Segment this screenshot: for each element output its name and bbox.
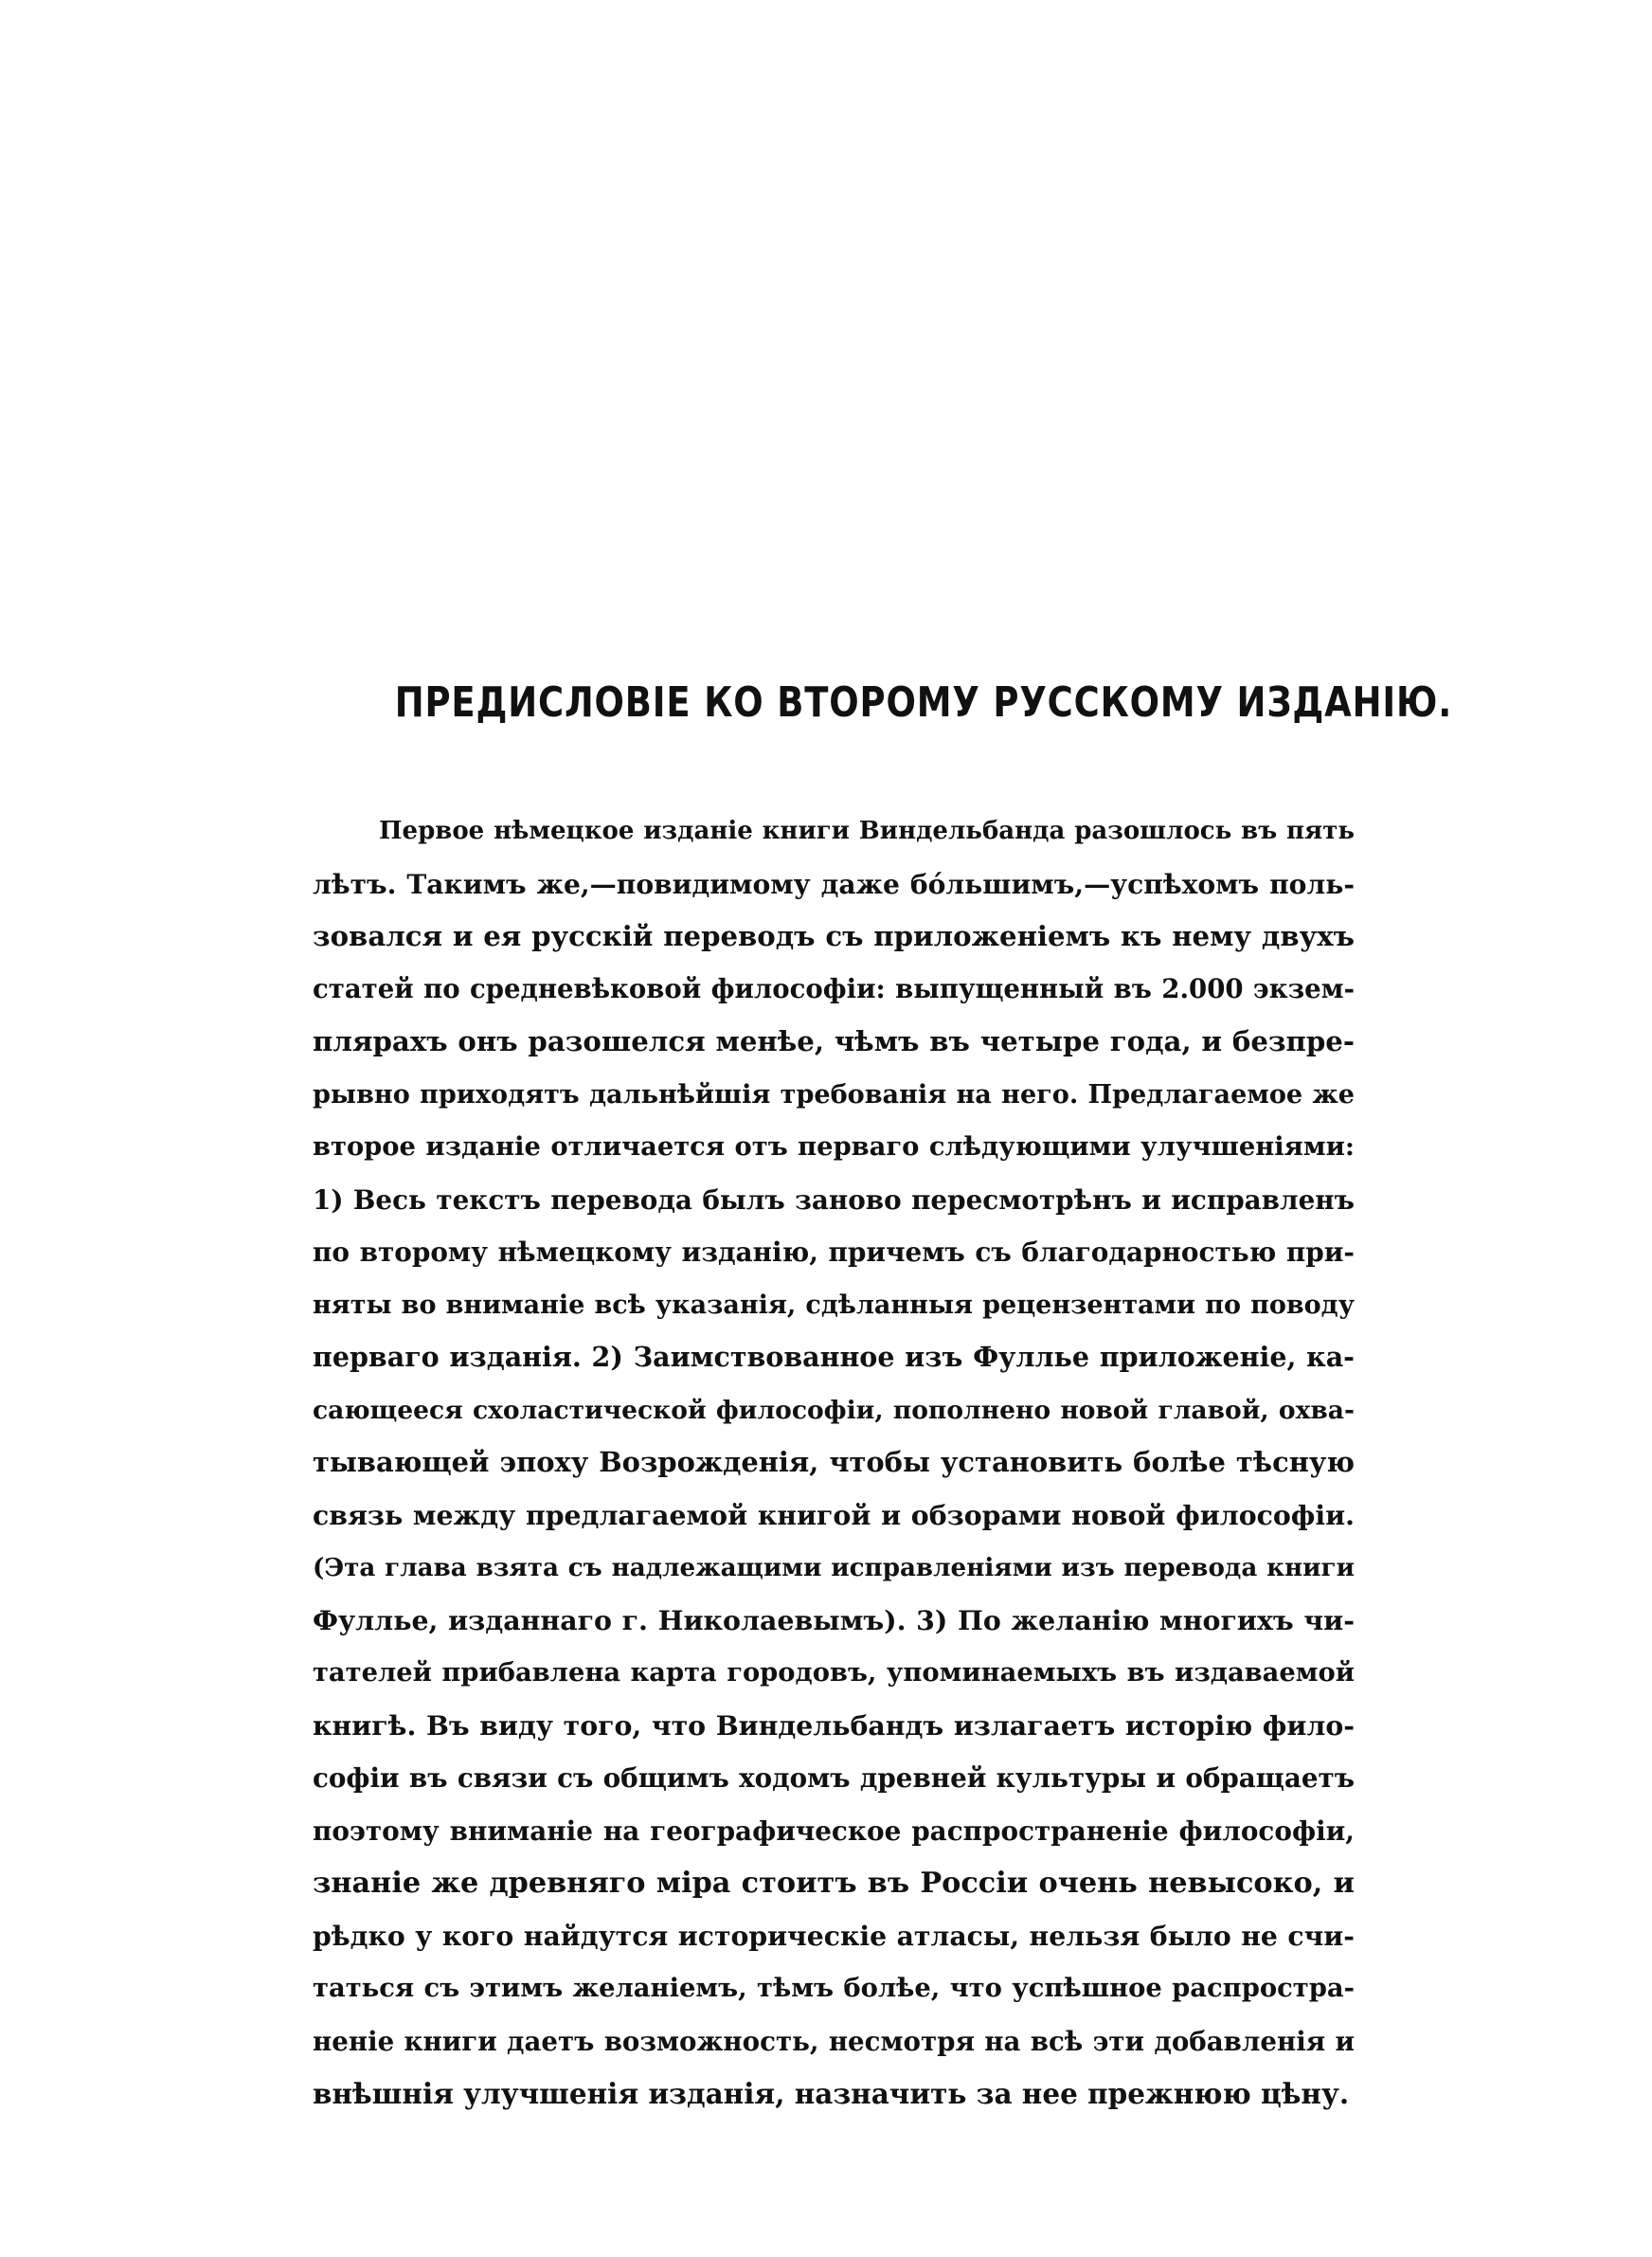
text-line: таться съ этимъ желаніемъ, тѣмъ болѣе, что успѣшное распростра- (313, 1973, 1355, 2003)
text-line: перваго изданія. 2) Заимствованное изъ Фуллье приложеніе, ка- (313, 1341, 1355, 1373)
text-line: статей по средневѣковой философіи: выпущенный въ 2.000 экзем- (313, 973, 1355, 1004)
text-line: тателей прибавлена карта городовъ, упоминаемыхъ въ издаваемой (313, 1657, 1355, 1688)
text-line: по второму нѣмецкому изданію, причемъ съ благодарностью при- (313, 1237, 1355, 1268)
text-line: внѣшнія улучшенія изданія, назначить за нее прежнюю цѣну. (313, 2077, 1350, 2110)
text-line: зовался и ея русскій переводъ съ приложеніемъ къ нему двухъ (313, 920, 1355, 952)
text-line: тывающей эпоху Возрожденія, чтобы установить болѣе тѣсную (313, 1446, 1355, 1478)
text-line: рѣдко у кого найдутся историческіе атласы, нельзя было не счи- (313, 1919, 1355, 1952)
text-line: связь между предлагаемой книгой и обзорами новой философіи. (313, 1498, 1355, 1531)
text-line: плярахъ онъ разошелся менѣе, чѣмъ въ четыре года, и безпре- (313, 1025, 1355, 1057)
page-title: ПРЕДИСЛОВІЕ КО ВТОРОМУ РУССКОМУ ИЗДАНІЮ. (394, 678, 1453, 727)
text-line: лѣтъ. Такимъ же,—повидимому даже бо́льшимъ,—успѣхомъ поль- (313, 868, 1355, 900)
text-line: поэтому вниманіе на географическое распространеніе философіи, (313, 1815, 1355, 1847)
text-line: второе изданіе отличается отъ перваго слѣдующими улучшеніями: (313, 1131, 1355, 1162)
text-line: сающееся схоластической философіи, пополнено новой главой, охва- (313, 1395, 1355, 1425)
text-line: рывно приходятъ дальнѣйшія требованія на него. Предлагаемое же (313, 1079, 1355, 1110)
text-line: книгѣ. Въ виду того, что Виндельбандъ излагаетъ исторію фило- (313, 1708, 1355, 1742)
text-line: (Эта глава взята съ надлежащими исправленіями изъ перевода книги (313, 1553, 1355, 1582)
text-line: 1) Весь текстъ перевода былъ заново пересмотрѣнъ и исправленъ (313, 1183, 1355, 1216)
text-line: Фуллье, изданнаго г. Николаевымъ). 3) По желанію многихъ чи- (313, 1603, 1355, 1636)
text-line: Первое нѣмецкое изданіе книги Виндельбанда разошлось въ пять (379, 817, 1355, 845)
text-line: софіи въ связи съ общимъ ходомъ древней культуры и обращаетъ (313, 1762, 1355, 1794)
text-line: неніе книги даетъ возможность, несмотря на всѣ эти добавленія и (313, 2025, 1355, 2057)
text-line: знаніе же древняго міра стоитъ въ Россіи очень невысоко, и (313, 1867, 1355, 1900)
preface-paragraph (313, 805, 1355, 2121)
text-line: няты во вниманіе всѣ указанія, сдѣланныя рецензентами по поводу (313, 1290, 1355, 1320)
